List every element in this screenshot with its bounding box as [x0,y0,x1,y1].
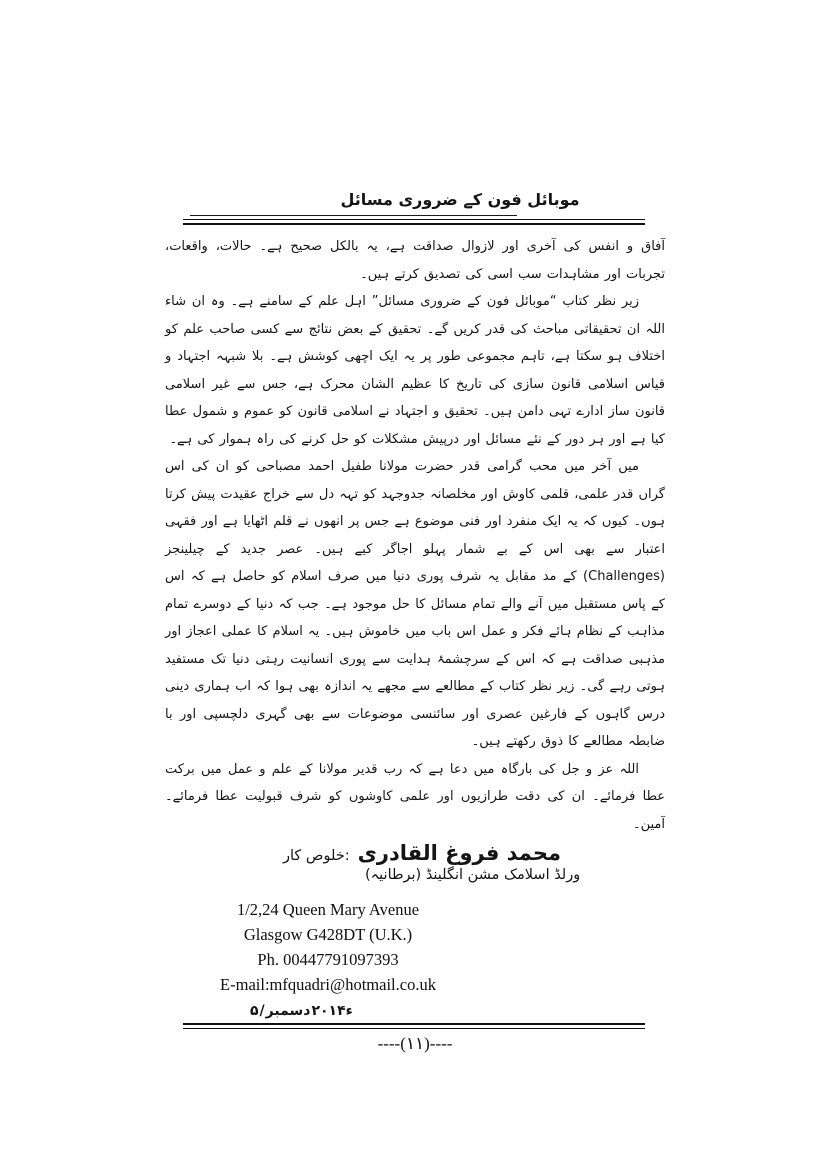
paragraph-4: اللہ عز و جل کی بارگاہ میں دعا ہے کہ رب قدیر مولانا کے علم و عمل میں برکت عطا فرمائے۔ ان کی دقت طرازیوں اور علمی کاوشوں کو شرف قبولیت عطا فرمائے۔ آمین۔ [165,761,665,832]
phone-line: Ph. 00447791097393 [257,950,399,969]
page-header [165,186,665,225]
city-line: Glasgow G428DT (U.K.) [243,925,413,944]
signature-line [283,841,665,865]
header-double-rule [183,219,645,225]
page-number: ----(۱۱)---- [377,1034,453,1053]
contact-block [197,897,459,997]
date-separator: / [259,1003,265,1019]
paragraph-1: آفاق و انفس کی آخری اور لازوال صداقت ہے، یہ بالکل صحیح ہے۔ حالات، واقعات، تجربات اور مشاہدات سب اسی کی تصدیق کرتے ہیں۔ [165,239,665,282]
date-year: ۲۰۱۴ء [311,1003,353,1019]
email-line: E-mail:mfquadri@hotmail.co.uk [220,975,436,994]
date-month: دسمبر [265,1003,311,1019]
header-thin-rule [190,215,517,216]
content-column [165,186,665,1054]
paragraph-3: میں آخر میں محب گرامی قدر حضرت مولانا طفیل احمد مصباحی کو ان کی اس گراں قدر علمی، قلمی کاوش اور مخلصانہ جدوجہد کو تہہ دل سے خراج عقیدت پیش کرتا ہوں۔ کیوں کہ یہ ایک منفرد اور فنی موضوع ہے جس پر انھوں نے قلم اٹھایا ہے اور فقہی اعتبار سے بھی اس کے بے شمار پہلو اجاگر کیے ہیں۔ عصر جدید کے چیلینجز (Challenges) کے مد مقابل یہ شرف پوری دنیا میں صرف اسلام کو حاصل ہے کہ اس کے پاس مستقبل میں آنے والے تمام مسائل کا حل موجود ہے۔ جب کہ دنیا کے دوسرے تمام مذاہب کے نظام ہائے فکر و عمل اس باب میں خاموش ہیں۔ یہ اسلام کا عملی اعجاز اور مذہبی صداقت ہے کہ اس کے سرچشمۂ ہدایت سے پوری انسانیت رہتی دنیا تک مستفید ہوتی رہے گی۔ زیر نظر کتاب کے مطالعے سے مجھے یہ اندازہ بھی ہوا کہ اب ہماری دینی درس گاہوں کے فارغین عصری اور سائنسی موضوعات سے بھی گہری دلچسپی اور با ضابطہ مطالعے کا ذوق رکھتے ہیں۔ [165,459,665,749]
paragraph-2: زیر نظر کتاب “موبائل فون کے ضروری مسائل” اہل علم کے سامنے ہے۔ وہ ان شاء اللہ ان تحقیقاتی مباحث کی قدر کریں گے۔ تحقیق کے بعض نتائج سے کسی صاحب علم کو اختلاف ہو سکتا ہے، تاہم مجموعی طور پر یہ ایک اچھی کوشش ہے۔ بلا شبہہ اجتہاد و قیاس اسلامی قانون سازی کی تاریخ کا عظیم الشان محرک ہے، جس سے غیر اسلامی قانون ساز ادارے تہی دامن ہیں۔ تحقیق و اجتہاد نے اسلامی قانون کو عموم و شمول عطا کیا ہے اور ہر دور کے نئے مسائل اور درپیش مشکلات کو حل کرنے کی راہ ہموار کی ہے۔ [165,294,665,447]
date-day: ۵ [250,1003,259,1019]
address-line: 1/2,24 Queen Mary Avenue [236,900,420,919]
organization-line: ورلڈ اسلامک مشن انگلینڈ (برطانیہ) [365,867,581,883]
footer-double-rule [183,1023,645,1029]
signature-label: خلوص کار: [283,848,350,864]
date-line [250,1003,665,1019]
body-text [165,233,665,838]
running-title: موبائل فون کے ضروری مسائل [340,190,580,209]
author-name: محمد فروغ القادری [357,841,561,865]
